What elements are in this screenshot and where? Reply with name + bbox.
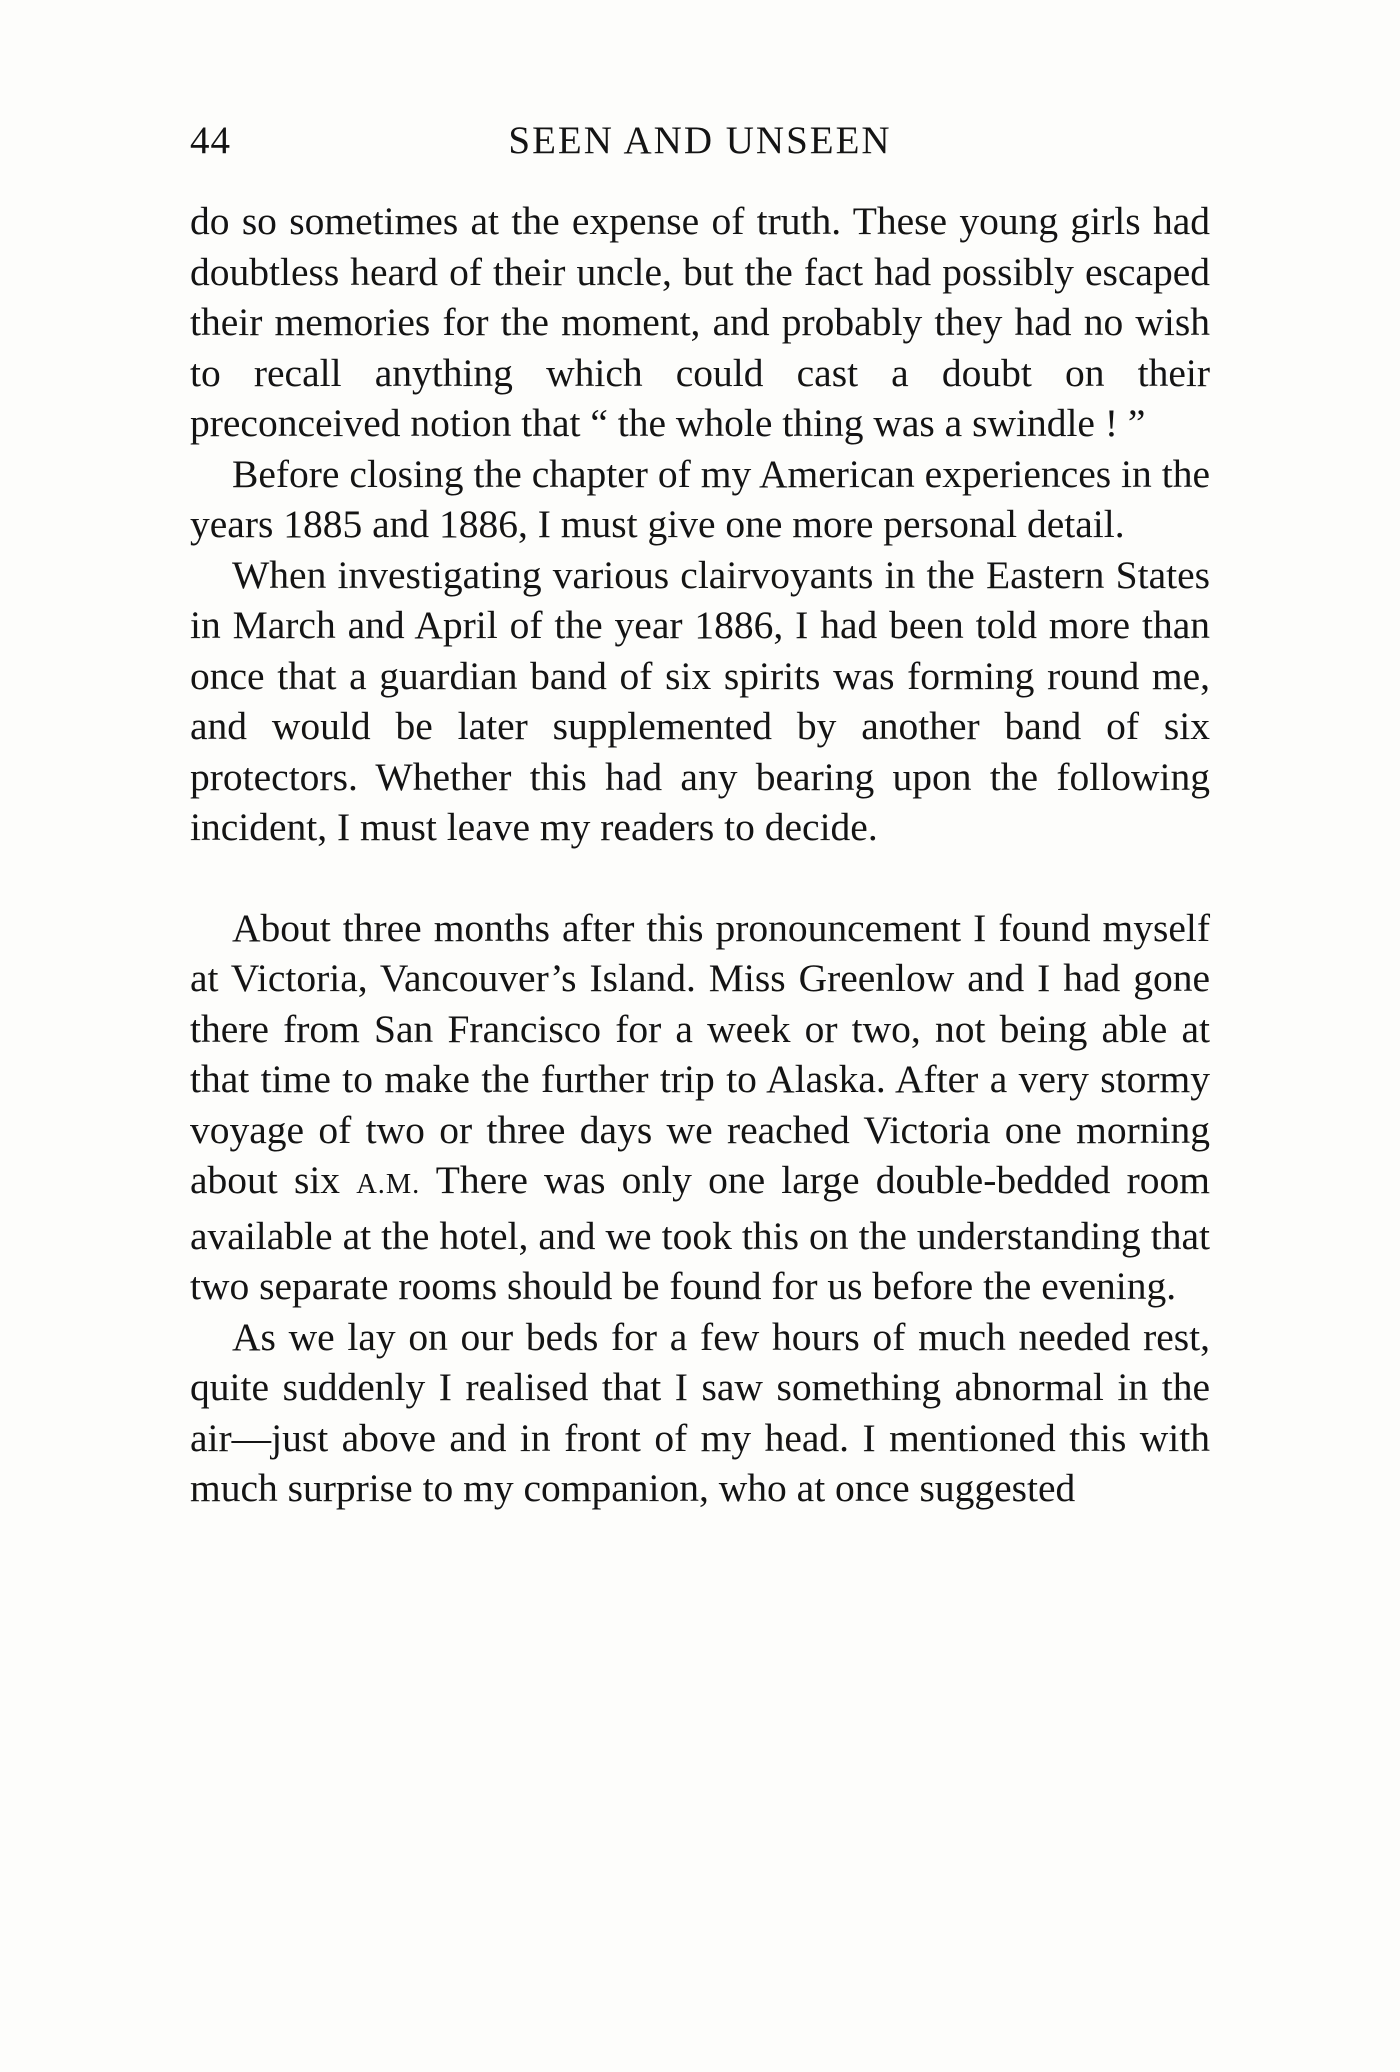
page-header: [190, 118, 1210, 178]
page-number: 44: [190, 119, 231, 162]
paragraph: As we lay on our beds for a few hours of much needed rest, quite suddenly I realised that I saw something abnormal in the air—just above and in front of my head. I mentioned this with much surprise to my companion, who at once suggested: [190, 1314, 1210, 1510]
paragraph: [190, 903, 1210, 1312]
paragraph-text: There was only one large double-bedded room available at the hotel, and we took this on the understanding that two separate rooms should be found for us before the evening.: [190, 1158, 1210, 1308]
time-marker: A.M.: [356, 1169, 421, 1200]
body-text: [190, 196, 1210, 1514]
paragraph: When investigating various clairvoyants in the Eastern States in March and April of the year 1886, I had been told more than once that a guardian band of six spirits was forming round me, and would be later supplemented by another band of six protectors. Whether this had any bearing upon the following incident, I must leave my readers to decide.: [190, 552, 1210, 849]
paragraph-text: About three months after this pronouncement I found myself at Victoria, Vancouver’s Island. Miss Greenlow and I had gone there from San Francisco for a week or two, not being able at that time to make the further trip to Alaska. After a very stormy voyage of two or three days we reached Victoria one morning about six: [190, 905, 1210, 1202]
running-title: SEEN AND UNSEEN: [508, 119, 892, 162]
paragraph: Before closing the chapter of my American experiences in the years 1885 and 1886, I must give one more personal detail.: [190, 451, 1210, 546]
paragraph-continuation: do so sometimes at the expense of truth. These young girls had doubtless heard of their uncle, but the fact had possibly escaped their memories for the moment, and probably they had no wish to recall anything which could cast a doubt on their preconceived notion that “ the whole thing was a swindle ! ”: [190, 199, 1210, 445]
